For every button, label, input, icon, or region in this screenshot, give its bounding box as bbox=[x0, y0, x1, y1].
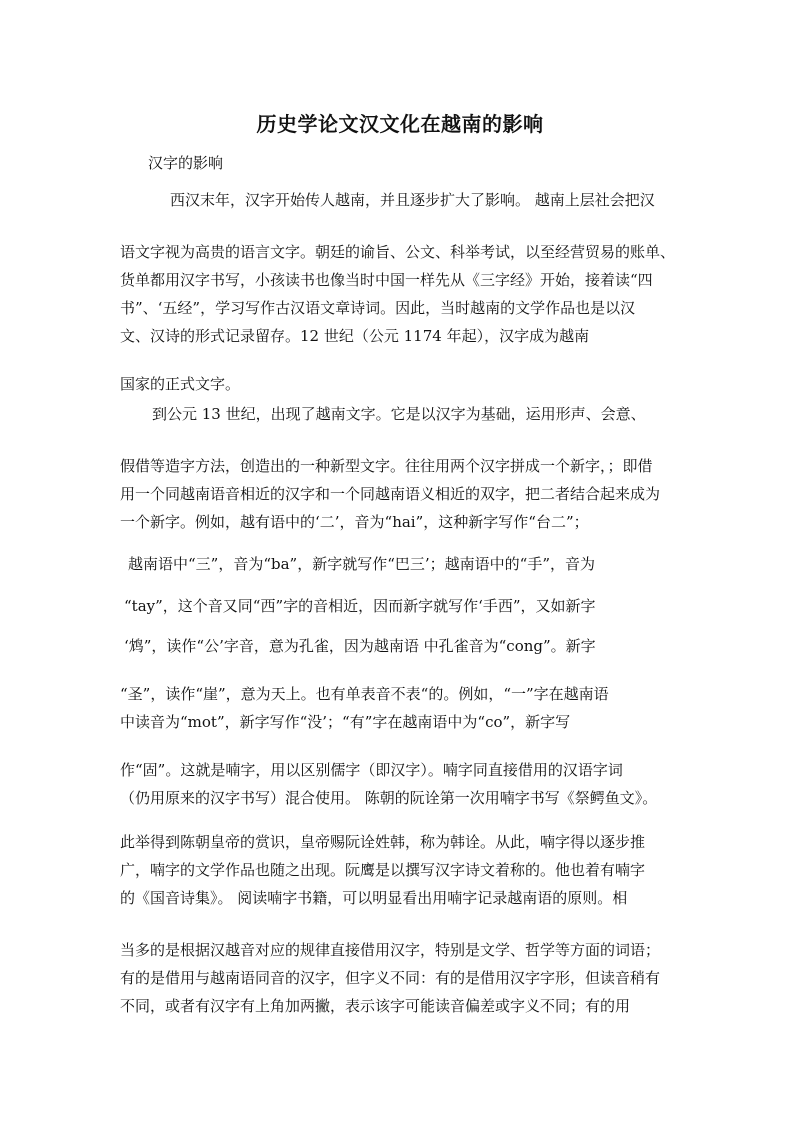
body-line: 越南语中“三”，音为“ba”，新字就写作“巴三’；越南语中的“手”，音为 bbox=[128, 555, 595, 573]
body-line: 货单都用汉字书写，小孩读书也像当时中国一样先从《三字经》开始，接着读“四 bbox=[120, 271, 653, 289]
body-line: 国家的正式文字。 bbox=[120, 375, 241, 393]
body-line: 文、汉诗的形式记录留存。12 世纪（公元 1174 年起），汉字成为越南 bbox=[120, 327, 590, 345]
body-line: 此举得到陈朝皇帝的赏识，皇帝赐阮诠姓韩，称为韩诠。从此，喃字得以逐步推 bbox=[120, 833, 646, 851]
body-line: 有的是借用与越南语同音的汉字，但字义不同：有的是借用汉字字形，但读音稍有 bbox=[120, 969, 661, 987]
body-line: 用一个同越南语音相近的汉字和一个同越南语义相近的双字，把二者结合起来成为 bbox=[120, 485, 661, 503]
body-line: 的《国音诗集》。 阅读喃字书籍，可以明显看出用喃字记录越南语的原则。相 bbox=[120, 889, 628, 907]
body-line: 书”、‘五经”，学习写作古汉语文章诗词。因此，当时越南的文学作品也是以汉 bbox=[120, 299, 636, 317]
body-line: “tay”，这个音又同“西”字的音相近，因而新字就写作‘手西”，又如新字 bbox=[124, 597, 596, 615]
body-line: 假借等造字方法，创造出的一种新型文字。往往用两个汉字拼成一个新字，；即借 bbox=[120, 457, 653, 475]
body-line: 作“固”。这就是喃字，用以区别儒字（即汉字）。喃字同直接借用的汉语字词 bbox=[120, 761, 623, 779]
body-line: 西汉末年，汉字开始传人越南，并且逐步扩大了影响。 越南上层社会把汉 bbox=[170, 191, 655, 209]
body-line: “圣”，读作“崖”，意为天上。也有单表音不表“的。例如，“一”字在越南语 bbox=[120, 685, 609, 703]
body-line: 到公元 13 世纪，出现了越南文字。它是以汉字为基础，运用形声、会意、 bbox=[152, 405, 646, 423]
document-title: 历史学论文汉文化在越南的影响 bbox=[256, 112, 544, 136]
body-line: ‘鸩”，读作“公’字音，意为孔雀，因为越南语 中孔雀音为“cong”。新字 bbox=[124, 637, 596, 655]
section-heading: 汉字的影响 bbox=[148, 154, 224, 172]
body-line: 不同，或者有汉字有上角加两撇，表示该字可能读音偏差或字义不同；有的用 bbox=[120, 997, 631, 1015]
body-line: 一个新字。例如，越有语中的‘二’，音为“hai”，这种新字写作“台二”； bbox=[120, 513, 589, 531]
body-line: 语文字视为高贵的语言文字。朝廷的谕旨、公文、科举考试，以至经营贸易的账单、 bbox=[120, 243, 676, 261]
body-line: 当多的是根据汉越音对应的规律直接借用汉字，特别是文学、哲学等方面的词语； bbox=[120, 941, 661, 959]
body-line: （仍用原来的汉字书写）混合使用。 陈朝的阮诠第一次用喃字书写《祭鳄鱼文》。 bbox=[120, 789, 658, 807]
body-line: 中读音为“mot”，新字写作“没’；“有”字在越南语中为“co”，新字写 bbox=[120, 713, 571, 731]
body-line: 广，喃字的文学作品也随之出现。阮鹰是以撰写汉字诗文着称的。他也着有喃字 bbox=[120, 861, 646, 879]
